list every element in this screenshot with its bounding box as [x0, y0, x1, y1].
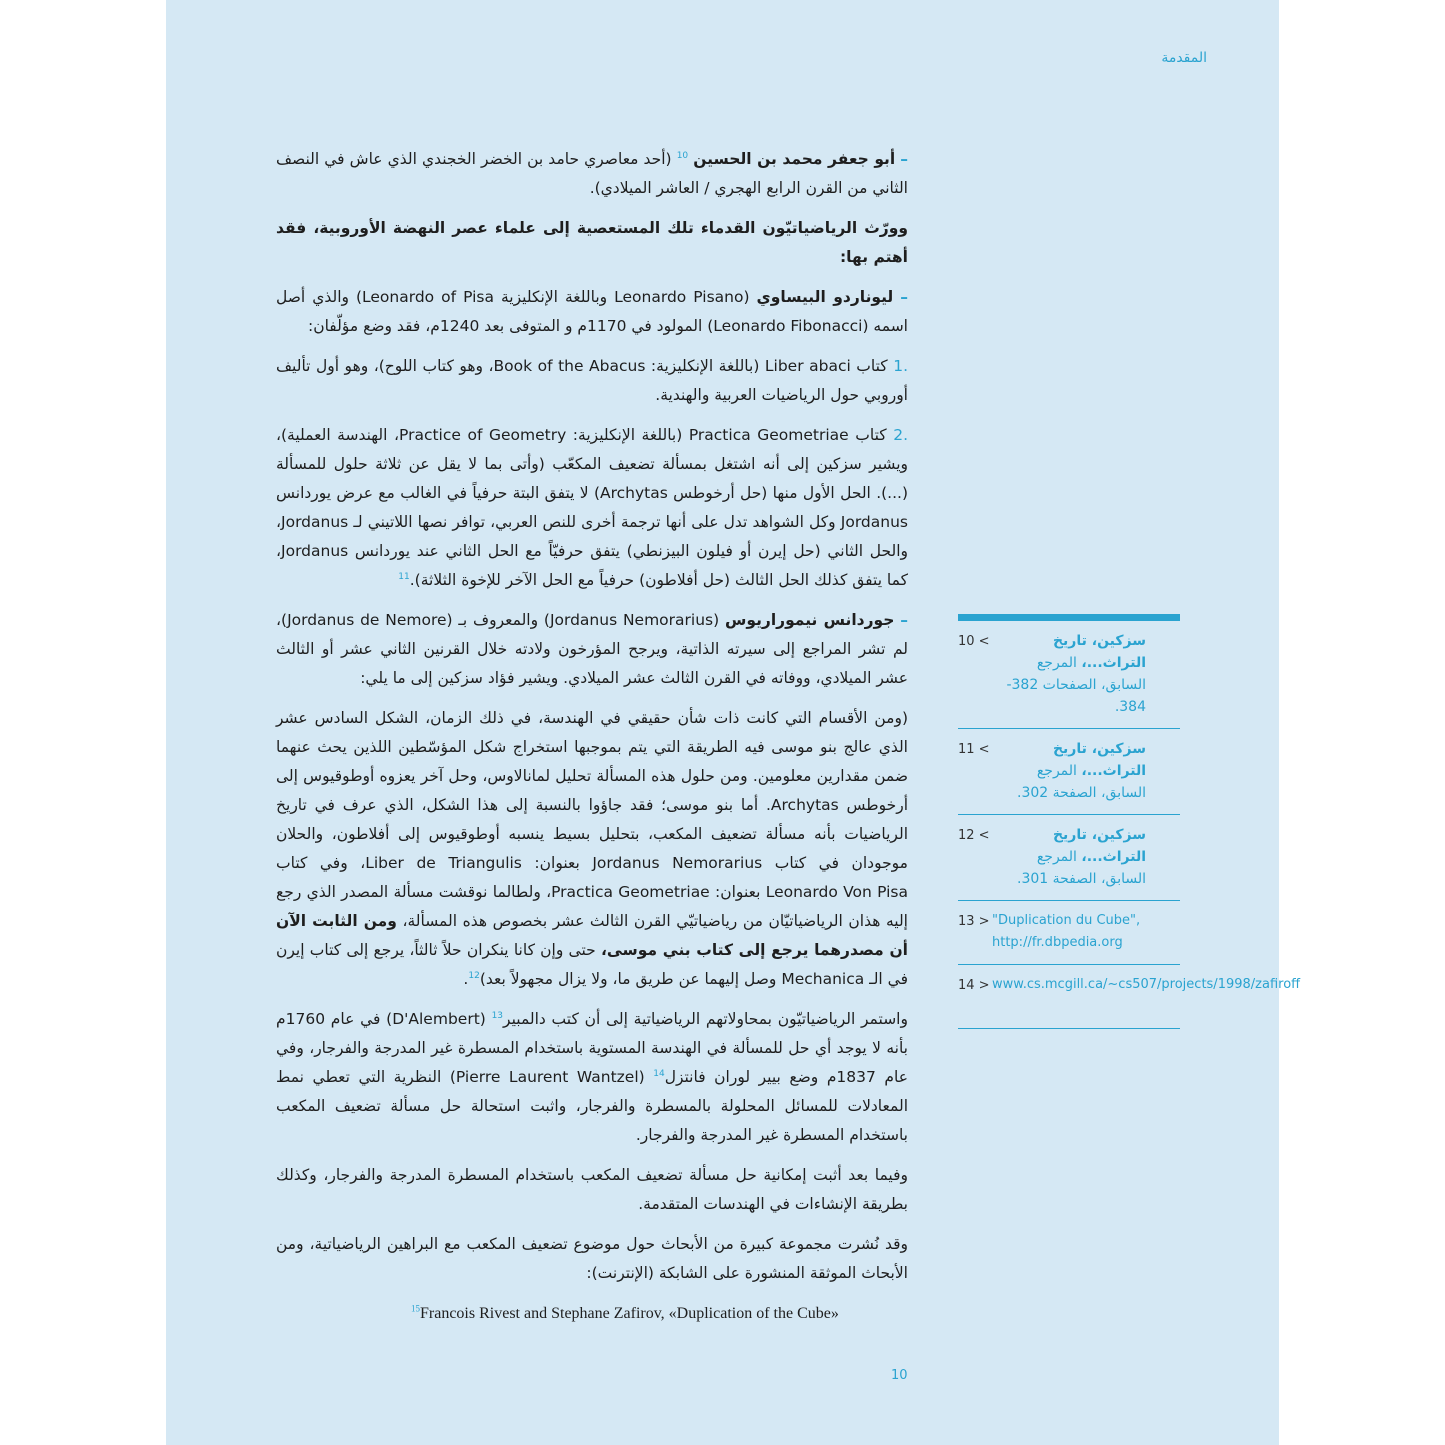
paragraph: وفيما بعد أثبت إمكانية حل مسألة تضعيف المكعب باستخدام المسطرة المدرجة والفرجار، وكذلك بطريقة الإنشاءات في الهندسات المتقدمة. [276, 1166, 908, 1213]
page-number: 10 [891, 1368, 908, 1383]
list-item: .1 كتاب Liber abaci (باللغة الإنكليزية: Book of the Abacus، وهو كتاب اللوح)، وهو أول تأليف أوروبي حول الرياضيات العربية والهندية. [276, 357, 908, 404]
footnote-ref[interactable]: 14 [653, 1068, 665, 1079]
footnote-ref[interactable]: 13 [491, 1010, 504, 1021]
main-text [276, 145, 908, 1339]
paragraph: – جوردانس نيموراريوس (Jordanus Nemorarius) والمعروف بـ (Jordanus de Nemore)، لم تشر المراجع إلى سيرته الذاتية، ويرجح المؤرخون ولادته خلال القرنين الثاني عشر أو الثالث عشر الميلادي، ووفاته في القرن الثالث عشر الميلادي. ويشير فؤاد سزكين إلى ما يلي: [276, 611, 908, 687]
footnote-ref[interactable]: 12 [468, 970, 480, 981]
person-name: ليوناردو البيساوي [756, 288, 894, 306]
footnote-ref[interactable]: 11 [398, 571, 410, 582]
paragraph: وقد نُشرت مجموعة كبيرة من الأبحاث حول موضوع تضعيف المكعب مع البراهين الرياضياتية، ومن الأبحاث الموثقة المنشورة على الشابكة (الإنترنت): [276, 1235, 908, 1282]
person-name: جوردانس نيموراريوس [725, 611, 895, 629]
footnote: 11 < سزكين، تاريخ التراث...، المرجع السابق، الصفحة 302. [958, 729, 1180, 815]
reference-title: $^{15}$Francois Rivest and Stephane Zafirov, «Duplication of the Cube» [411, 1303, 839, 1322]
footnote-ref[interactable]: 15 [411, 1303, 420, 1314]
footnote: 12 < سزكين، تاريخ التراث...، المرجع السابق، الصفحة 301. [958, 815, 1180, 901]
paragraph: – أبو جعفر محمد بن الحسين $^{10}$ (أحد معاصري حامد بن الخضر الخجندي الذي عاش في النصف الثاني من القرن الرابع الهجري / العاشر الميلادي). [276, 150, 908, 197]
paragraph: – ليوناردو البيساوي (Leonardo Pisano وباللغة الإنكليزية Leonardo of Pisa) والذي أصل اسمه (Leonardo Fibonacci) المولود في 1170م و المتوفى بعد 1240م، فقد وضع مؤلّفان: [276, 288, 909, 335]
footnote: 10 < سزكين، تاريخ التراث...، المرجع السابق، الصفحات 382-384. [958, 621, 1180, 729]
footnote-ref[interactable]: 10 [676, 150, 689, 161]
footnote: 13 > "Duplication du Cube", http://fr.dbpedia.org [958, 901, 1180, 965]
page-header: المقدمة [1161, 50, 1207, 66]
paragraph: وورّث الرياضياتيّون القدماء تلك المستعصية إلى علماء عصر النهضة الأوروبية، فقد أهتم بها: [276, 219, 908, 266]
paragraph: واستمر الرياضياتيّون بمحاولاتهم الرياضياتية إلى أن كتب دالمبير$^{13}$ (D'Alembert) في عام 1760م بأنه لا يوجد أي حل للمسألة في الهندسة المستوية باستخدام المسطرة غير المدرجة والفرجار، وفي عام 1837م وضع بيير لوران فانتزل$^{14}$ (Pierre Laurent Wantzel) النظرية التي تعطي نمط المعادلات للمسائل المحلولة بالمسطرة والفرجار، واثبت استحالة حل مسألة تضعيف المكعب باستخدام المسطرة غير المدرجة والفرجار. [276, 1010, 908, 1144]
quote-paragraph: (ومن الأقسام التي كانت ذات شأن حقيقي في الهندسة، في ذلك الزمان، الشكل السادس عشر الذي عالج بنو موسى فيه الطريقة التي يتم بموجبها استخراج شكل المؤسّطين اللذين يحث عنهما ضمن مقدارين معلومين. ومن حلول هذه المسألة تحليل لمانالاوس، وحل آخر يعزوه أوطوقيوس إلى أرخوطس Archytas. أما بنو موسى؛ فقد جاؤوا بالنسبة إلى هذا الشكل، الذي عرف في تاريخ الرياضيات بأنه مسألة تضعيف المكعب، بتحليل بسيط ينسبه أوطوقيوس إلى أفلاطون، والحلان موجودان في كتاب Jordanus Nemorarius بعنوان: Liber de Triangulis، وفي كتاب Leonardo Von Pisa بعنوان: Practica Geometriae، ولطالما نوقشت مسألة المصدر الذي رجع إليه هذان الرياضياتيّان من رياضياتيّي القرن الثالث عشر بخصوص هذه المسألة، ومن الثابت الآن أن مصدرهما يرجع إلى كتاب بني موسى، حتى وإن كانا ينكران حلاً ثالثاً، يرجع إلى كتاب إيرن في الـ Mechanica وصل إليهما عن طريق ما، ولا يزال مجهولاً بعد)$^{12}$. [276, 709, 908, 988]
footnote: 14 > www.cs.mcgill.ca/~cs507/projects/1998/zafiroff [958, 965, 1180, 1029]
document-page [166, 0, 1301, 1445]
list-item: .2 كتاب Practica Geometriae (باللغة الإنكليزية: Practice of Geometry، الهندسة العملية)، ويشير سزكين إلى أنه اشتغل بمسألة تضعيف المكعّب (وأتى بما لا يقل عن ثلاثة حلول للمسألة (...). الحل الأول منها (حل أرخوطس Archytas) لا يتفق البتة حرفياً في الغالب مع عرض يوردانس Jordanus وكل الشواهد تدل على أنها ترجمة أخرى للنص العربي، توافر نصها اللاتيني لـ Jordanus، والحل الثاني (حل إيرن أو فيلون البيزنطي) يتفق حرفيّاً مع الحل الثاني عند يوردانس Jordanus، كما يتفق كذلك الحل الثالث (حل أفلاطون) حرفياً مع الحل الآخر للإخوة الثلاثة).$^{11}$ [276, 426, 908, 589]
person-name: أبو جعفر محمد بن الحسين [693, 150, 896, 168]
footnotes-column [958, 614, 1301, 1029]
